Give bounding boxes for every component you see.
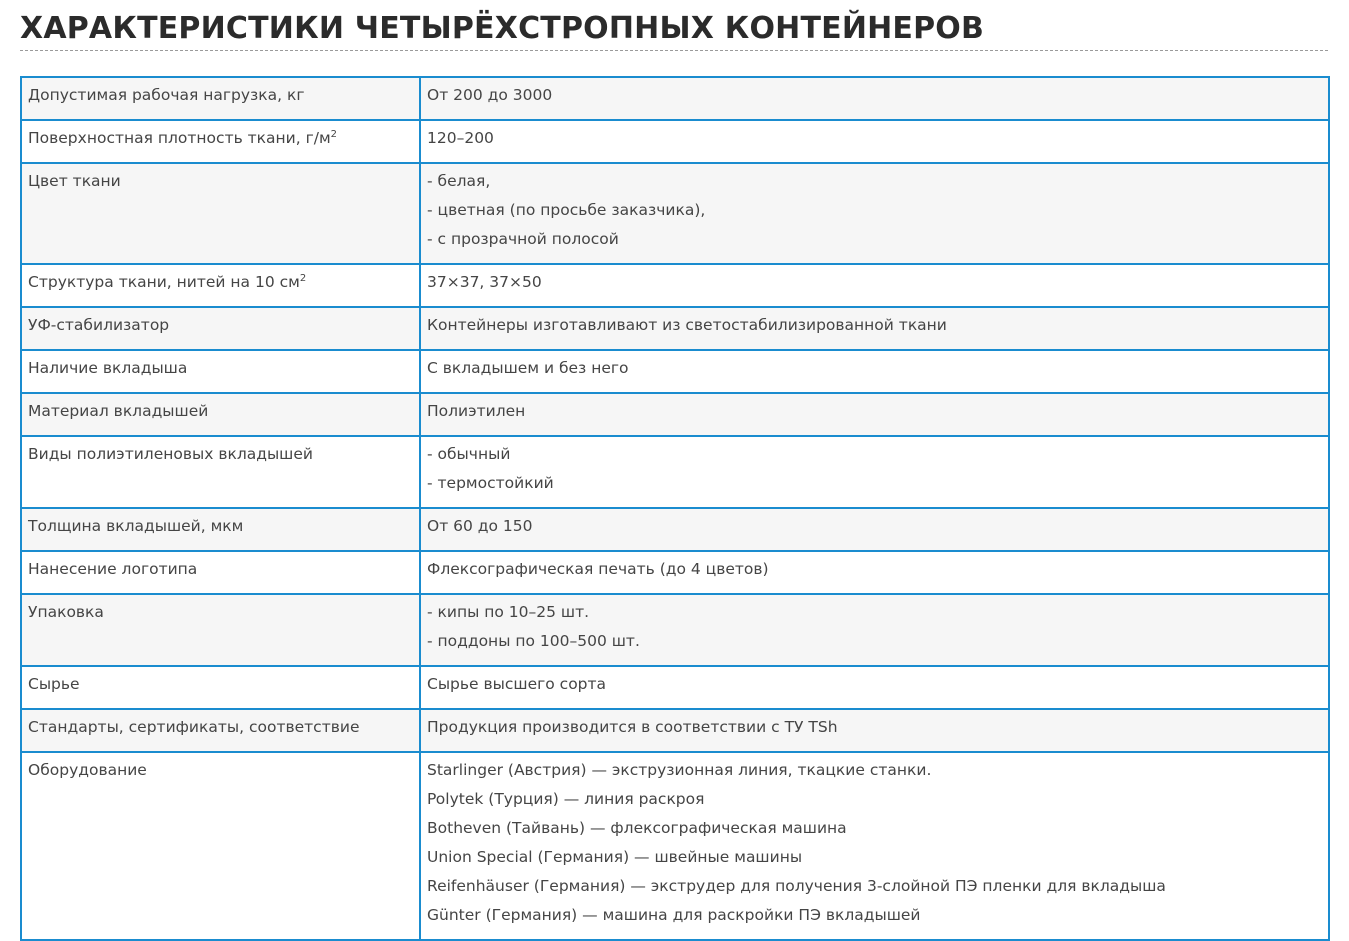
property-name-text: Стандарты, сертификаты, соответствие: [28, 718, 360, 736]
unit-superscript: 2: [330, 129, 338, 140]
property-name-cell: [21, 666, 420, 709]
table-row: [21, 120, 1329, 163]
property-name-text: Наличие вкладыша: [28, 359, 188, 377]
property-name-cell: [21, 350, 420, 393]
property-name: [28, 167, 413, 196]
property-value-line: Botheven (Тайвань) — флексографическая машина: [427, 819, 847, 837]
property-value-line: Полиэтилен: [427, 402, 526, 420]
property-name-text: Оборудование: [28, 761, 147, 779]
property-name-cell: [21, 551, 420, 594]
property-name-cell: [21, 508, 420, 551]
property-value-line: 120–200: [427, 129, 494, 147]
property-value-cell: [420, 594, 1329, 666]
specifications-table-body: [21, 77, 1329, 940]
table-row: [21, 551, 1329, 594]
property-value-cell: [420, 163, 1329, 264]
property-value-line: Контейнеры изготавливают из светостабилизированной ткани: [427, 316, 947, 334]
property-value-cell: [420, 709, 1329, 752]
property-name: [28, 756, 413, 785]
property-value-cell: [420, 120, 1329, 163]
property-name-text: Допустимая рабочая нагрузка, кг: [28, 86, 305, 104]
property-value-line: 37×37, 37×50: [427, 273, 542, 291]
property-value-line: - поддоны по 100–500 шт.: [427, 632, 640, 650]
property-name-text: Упаковка: [28, 603, 104, 621]
property-value-line: - с прозрачной полосой: [427, 230, 619, 248]
property-name-text: УФ-стабилизатор: [28, 316, 170, 334]
property-value-line: - белая,: [427, 172, 491, 190]
table-row: [21, 594, 1329, 666]
property-value-line: Günter (Германия) — машина для раскройки ПЭ вкладышей: [427, 906, 921, 924]
property-name-text: Цвет ткани: [28, 172, 121, 190]
property-value-cell: [420, 350, 1329, 393]
property-name-text: Структура ткани, нитей на 10 см: [28, 273, 300, 291]
property-name: [28, 354, 413, 383]
property-value-line: Union Special (Германия) — швейные машины: [427, 848, 803, 866]
property-name: [28, 440, 413, 469]
property-value-cell: [420, 264, 1329, 307]
property-value-line: Starlinger (Австрия) — экструзионная линия, ткацкие станки.: [427, 761, 932, 779]
property-name: [28, 397, 413, 426]
property-value-line: - обычный: [427, 445, 511, 463]
property-name-text: Нанесение логотипа: [28, 560, 198, 578]
property-name: [28, 81, 413, 110]
table-row: [21, 666, 1329, 709]
property-name-cell: [21, 752, 420, 940]
table-row: [21, 393, 1329, 436]
table-row: [21, 77, 1329, 120]
property-value-cell: [420, 436, 1329, 508]
property-value-line: Продукция производится в соответствии с ТУ TSh: [427, 718, 838, 736]
property-name: [28, 124, 413, 153]
property-name: [28, 268, 413, 297]
property-name-cell: [21, 264, 420, 307]
property-name-cell: [21, 709, 420, 752]
table-row: [21, 163, 1329, 264]
property-value-line: Polytek (Турция) — линия раскроя: [427, 790, 705, 808]
property-value-line: - термостойкий: [427, 474, 554, 492]
page-title: ХАРАКТЕРИСТИКИ ЧЕТЫРЁХСТРОПНЫХ КОНТЕЙНЕРОВ: [20, 10, 1328, 51]
property-name: [28, 670, 413, 699]
property-name-cell: [21, 594, 420, 666]
property-value-cell: [420, 77, 1329, 120]
property-name-cell: [21, 436, 420, 508]
property-value-cell: [420, 307, 1329, 350]
property-name-cell: [21, 307, 420, 350]
property-value-line: Reifenhäuser (Германия) — экструдер для получения 3-слойной ПЭ пленки для вкладыша: [427, 877, 1166, 895]
property-value-cell: [420, 393, 1329, 436]
property-value-cell: [420, 551, 1329, 594]
property-value-cell: [420, 508, 1329, 551]
property-name-cell: [21, 393, 420, 436]
property-value-line: От 60 до 150: [427, 517, 533, 535]
property-name-cell: [21, 120, 420, 163]
table-row: [21, 436, 1329, 508]
table-row: [21, 350, 1329, 393]
property-name: [28, 512, 413, 541]
property-name: [28, 555, 413, 584]
property-name: [28, 713, 413, 742]
table-row: [21, 709, 1329, 752]
property-name-text: Виды полиэтиленовых вкладышей: [28, 445, 313, 463]
specifications-table: [20, 76, 1330, 941]
property-name-text: Толщина вкладышей, мкм: [28, 517, 244, 535]
table-row: [21, 264, 1329, 307]
property-value-cell: [420, 666, 1329, 709]
property-name-text: Поверхностная плотность ткани, г/м: [28, 129, 331, 147]
property-name-text: Сырье: [28, 675, 80, 693]
property-value-line: Сырье высшего сорта: [427, 675, 607, 693]
unit-superscript: 2: [299, 273, 307, 284]
property-name-cell: [21, 77, 420, 120]
property-name-text: Материал вкладышей: [28, 402, 209, 420]
property-value-cell: [420, 752, 1329, 940]
property-value-line: С вкладышем и без него: [427, 359, 629, 377]
property-value-line: От 200 до 3000: [427, 86, 553, 104]
property-name: [28, 311, 413, 340]
property-value-line: Флексографическая печать (до 4 цветов): [427, 560, 769, 578]
property-name: [28, 598, 413, 627]
property-value-line: - кипы по 10–25 шт.: [427, 603, 590, 621]
table-row: [21, 307, 1329, 350]
table-row: [21, 752, 1329, 940]
property-value-line: - цветная (по просьбе заказчика),: [427, 201, 706, 219]
property-name-cell: [21, 163, 420, 264]
table-row: [21, 508, 1329, 551]
